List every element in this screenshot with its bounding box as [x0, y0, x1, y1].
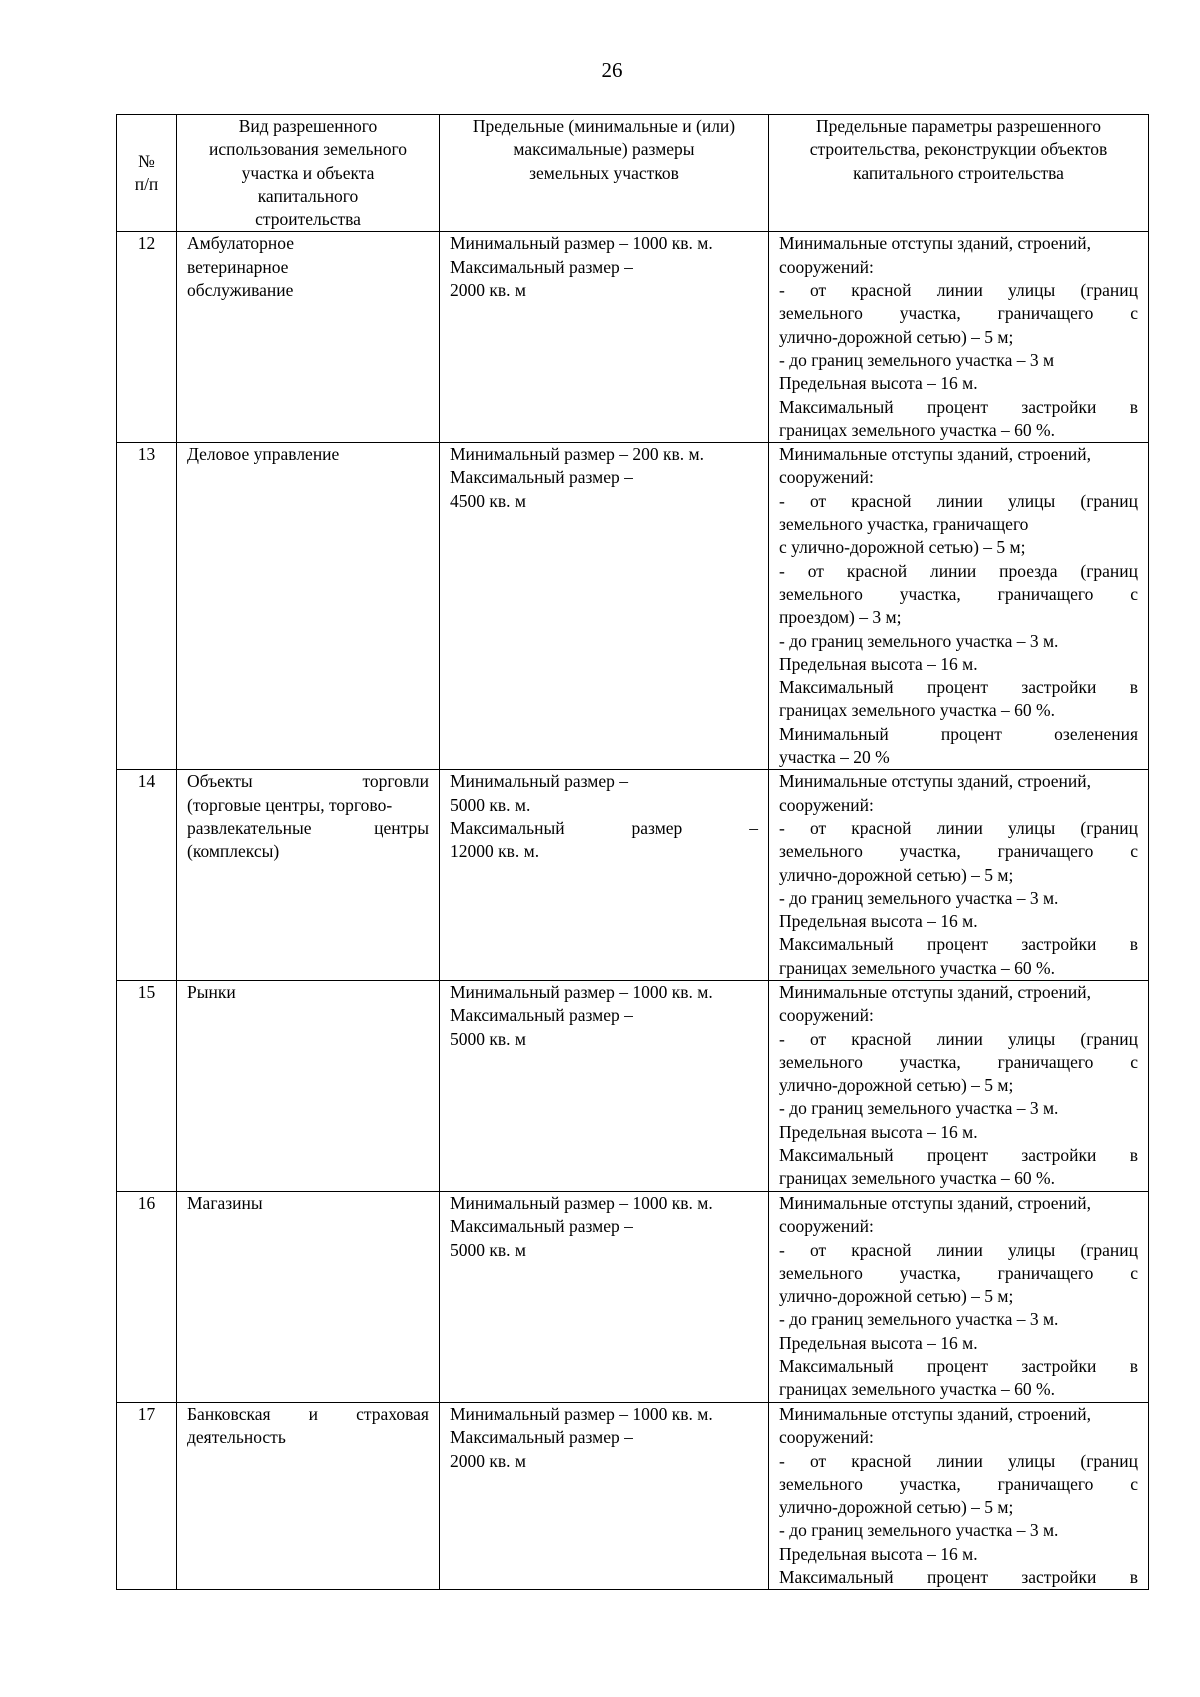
cell-construction-params-line: земельного участка, граничащего с	[779, 1051, 1138, 1072]
cell-construction-params-line: Максимальный процент застройки в	[779, 1567, 1138, 1588]
cell-land-use-kind-line: Рынки	[187, 981, 236, 1002]
cell-land-use-kind	[177, 232, 440, 443]
cell-land-use-kind-line: Деловое управление	[187, 444, 340, 465]
cell-construction-params-line: - до границ земельного участка – 3 м.	[779, 1309, 1059, 1330]
cell-construction-params-line: сооружений:	[779, 1005, 874, 1026]
cell-construction-params-line: Минимальные отступы зданий, строений,	[779, 233, 1092, 254]
cell-construction-params-line: улично-дорожной сетью) – 5 м;	[779, 1497, 1014, 1518]
cell-land-use-kind-line: обслуживание	[187, 280, 294, 301]
cell-plot-size-line: Максимальный размер –	[450, 1427, 633, 1448]
row-number: 17	[117, 1402, 177, 1589]
table-header-row	[117, 115, 1149, 232]
page-number: 26	[601, 58, 623, 82]
cell-construction-params	[769, 980, 1149, 1191]
cell-plot-size	[440, 232, 769, 443]
cell-construction-params-line: - от красной линии проезда (границ	[779, 560, 1138, 581]
cell-construction-params-line: земельного участка, граничащего с	[779, 1262, 1138, 1283]
cell-construction-params-line: улично-дорожной сетью) – 5 м;	[779, 1075, 1014, 1096]
cell-construction-params-line: Предельная высота – 16 м.	[779, 911, 978, 932]
cell-construction-params-line: улично-дорожной сетью) – 5 м;	[779, 1286, 1014, 1307]
header-size: Предельные (минимальные и (или) максимальные) размеры земельных участков	[440, 115, 769, 232]
table-row	[117, 1191, 1149, 1402]
cell-land-use-kind	[177, 980, 440, 1191]
cell-construction-params-line: - до границ земельного участка – 3 м.	[779, 1520, 1059, 1541]
cell-plot-size-line: 2000 кв. м	[450, 1450, 526, 1471]
cell-plot-size-line: Минимальный размер – 1000 кв. м.	[450, 1192, 713, 1213]
cell-construction-params-line: Максимальный процент застройки в	[779, 934, 1138, 955]
cell-plot-size-line: Максимальный размер –	[450, 256, 633, 277]
cell-construction-params-line: Минимальные отступы зданий, строений,	[779, 1192, 1092, 1213]
cell-construction-params-line: Максимальный процент застройки в	[779, 396, 1138, 417]
cell-land-use-kind	[177, 770, 440, 981]
cell-plot-size-line: Минимальный размер – 200 кв. м.	[450, 444, 704, 465]
cell-plot-size	[440, 443, 769, 770]
cell-construction-params-line: - от красной линии улицы (границ	[779, 817, 1138, 838]
cell-construction-params-line: - до границ земельного участка – 3 м.	[779, 630, 1059, 651]
cell-construction-params-line: сооружений:	[779, 1216, 874, 1237]
cell-construction-params-line: сооружений:	[779, 467, 874, 488]
cell-construction-params	[769, 1402, 1149, 1589]
cell-plot-size	[440, 1402, 769, 1589]
cell-construction-params-line: Минимальные отступы зданий, строений,	[779, 771, 1092, 792]
cell-construction-params-line: границах земельного участка – 60 %.	[779, 1168, 1055, 1189]
row-number: 12	[117, 232, 177, 443]
table-row	[117, 770, 1149, 981]
cell-plot-size-line: 5000 кв. м	[450, 1239, 526, 1260]
cell-land-use-kind-line: Магазины	[187, 1192, 263, 1213]
cell-construction-params-line: - от красной линии улицы (границ	[779, 280, 1138, 301]
cell-construction-params-line: - от красной линии улицы (границ	[779, 1239, 1138, 1260]
cell-construction-params-line: сооружений:	[779, 794, 874, 815]
cell-construction-params-line: проездом) – 3 м;	[779, 607, 902, 628]
cell-plot-size-line: Максимальный размер –	[450, 1005, 633, 1026]
table-row	[117, 1402, 1149, 1589]
cell-construction-params-line: Минимальные отступы зданий, строений,	[779, 981, 1092, 1002]
cell-plot-size-line: Минимальный размер – 1000 кв. м.	[450, 1403, 713, 1424]
cell-land-use-kind-line: развлекательные центры	[187, 817, 429, 838]
cell-construction-params-line: с улично-дорожной сетью) – 5 м;	[779, 537, 1026, 558]
cell-construction-params-line: границах земельного участка – 60 %.	[779, 957, 1055, 978]
header-kind: Вид разрешенного использования земельного участка и объекта капитального строительства	[177, 115, 440, 232]
cell-construction-params-line: границах земельного участка – 60 %.	[779, 1379, 1055, 1400]
header-params: Предельные параметры разрешенного строительства, реконструкции объектов капитального строительства	[769, 115, 1149, 232]
cell-plot-size-line: 2000 кв. м	[450, 280, 526, 301]
row-number: 13	[117, 443, 177, 770]
cell-construction-params-line: Предельная высота – 16 м.	[779, 1332, 978, 1353]
table-row	[117, 443, 1149, 770]
cell-construction-params-line: - до границ земельного участка – 3 м.	[779, 1098, 1059, 1119]
cell-construction-params	[769, 232, 1149, 443]
cell-construction-params-line: Максимальный процент застройки в	[779, 677, 1138, 698]
row-number: 16	[117, 1191, 177, 1402]
cell-plot-size-line: Минимальный размер –	[450, 771, 629, 792]
cell-construction-params	[769, 443, 1149, 770]
table-row	[117, 232, 1149, 443]
cell-construction-params-line: границах земельного участка – 60 %.	[779, 419, 1055, 440]
cell-construction-params	[769, 770, 1149, 981]
cell-plot-size-line: Минимальный размер – 1000 кв. м.	[450, 981, 713, 1002]
cell-land-use-kind-line: (торговые центры, торгово-	[187, 794, 393, 815]
cell-land-use-kind-line: Объекты торговли	[187, 771, 429, 792]
cell-construction-params-line: улично-дорожной сетью) – 5 м;	[779, 326, 1014, 347]
cell-plot-size-line: 5000 кв. м	[450, 1028, 526, 1049]
cell-construction-params-line: земельного участка, граничащего с	[779, 583, 1138, 604]
cell-construction-params-line: Максимальный процент застройки в	[779, 1145, 1138, 1166]
header-number: № п/п	[117, 115, 177, 232]
cell-construction-params-line: земельного участка, граничащего с	[779, 303, 1138, 324]
cell-construction-params-line: Минимальный процент озеленения	[779, 723, 1138, 744]
cell-construction-params-line: - от красной линии улицы (границ	[779, 1450, 1138, 1471]
cell-construction-params-line: Минимальные отступы зданий, строений,	[779, 444, 1092, 465]
cell-construction-params-line: границах земельного участка – 60 %.	[779, 700, 1055, 721]
cell-construction-params-line: - до границ земельного участка – 3 м.	[779, 887, 1059, 908]
cell-construction-params-line: земельного участка, граничащего с	[779, 841, 1138, 862]
cell-land-use-kind	[177, 1402, 440, 1589]
row-number: 15	[117, 980, 177, 1191]
cell-land-use-kind-line: Амбулаторное	[187, 233, 294, 254]
cell-construction-params-line: Предельная высота – 16 м.	[779, 1121, 978, 1142]
cell-construction-params-line: - до границ земельного участка – 3 м	[779, 349, 1055, 370]
land-use-table	[116, 114, 1149, 1590]
cell-construction-params-line: - от красной линии улицы (границ	[779, 490, 1138, 511]
cell-plot-size-line: Максимальный размер –	[450, 817, 758, 838]
cell-construction-params-line: земельного участка, граничащего с	[779, 1473, 1138, 1494]
cell-plot-size-line: 5000 кв. м.	[450, 794, 531, 815]
cell-plot-size-line: Максимальный размер –	[450, 467, 633, 488]
cell-plot-size	[440, 980, 769, 1191]
cell-construction-params-line: земельного участка, граничащего	[779, 514, 1029, 535]
cell-construction-params-line: сооружений:	[779, 256, 874, 277]
cell-plot-size	[440, 770, 769, 981]
cell-plot-size-line: 12000 кв. м.	[450, 841, 540, 862]
cell-plot-size-line: Максимальный размер –	[450, 1216, 633, 1237]
table-row	[117, 980, 1149, 1191]
cell-construction-params-line: улично-дорожной сетью) – 5 м;	[779, 864, 1014, 885]
cell-plot-size-line: 4500 кв. м	[450, 490, 526, 511]
cell-land-use-kind-line: Банковская и страховая	[187, 1403, 429, 1424]
cell-construction-params-line: Минимальные отступы зданий, строений,	[779, 1403, 1092, 1424]
cell-construction-params-line: сооружений:	[779, 1427, 874, 1448]
cell-land-use-kind	[177, 443, 440, 770]
cell-construction-params-line: участка – 20 %	[779, 747, 890, 768]
cell-land-use-kind-line: деятельность	[187, 1427, 286, 1448]
cell-construction-params-line: Предельная высота – 16 м.	[779, 653, 978, 674]
cell-construction-params-line: Предельная высота – 16 м.	[779, 1543, 978, 1564]
cell-construction-params-line: Предельная высота – 16 м.	[779, 373, 978, 394]
cell-construction-params-line: - от красной линии улицы (границ	[779, 1028, 1138, 1049]
cell-land-use-kind-line: ветеринарное	[187, 256, 289, 277]
cell-plot-size	[440, 1191, 769, 1402]
cell-plot-size-line: Минимальный размер – 1000 кв. м.	[450, 233, 713, 254]
cell-land-use-kind-line: (комплексы)	[187, 841, 280, 862]
row-number: 14	[117, 770, 177, 981]
cell-land-use-kind	[177, 1191, 440, 1402]
cell-construction-params	[769, 1191, 1149, 1402]
cell-construction-params-line: Максимальный процент застройки в	[779, 1356, 1138, 1377]
